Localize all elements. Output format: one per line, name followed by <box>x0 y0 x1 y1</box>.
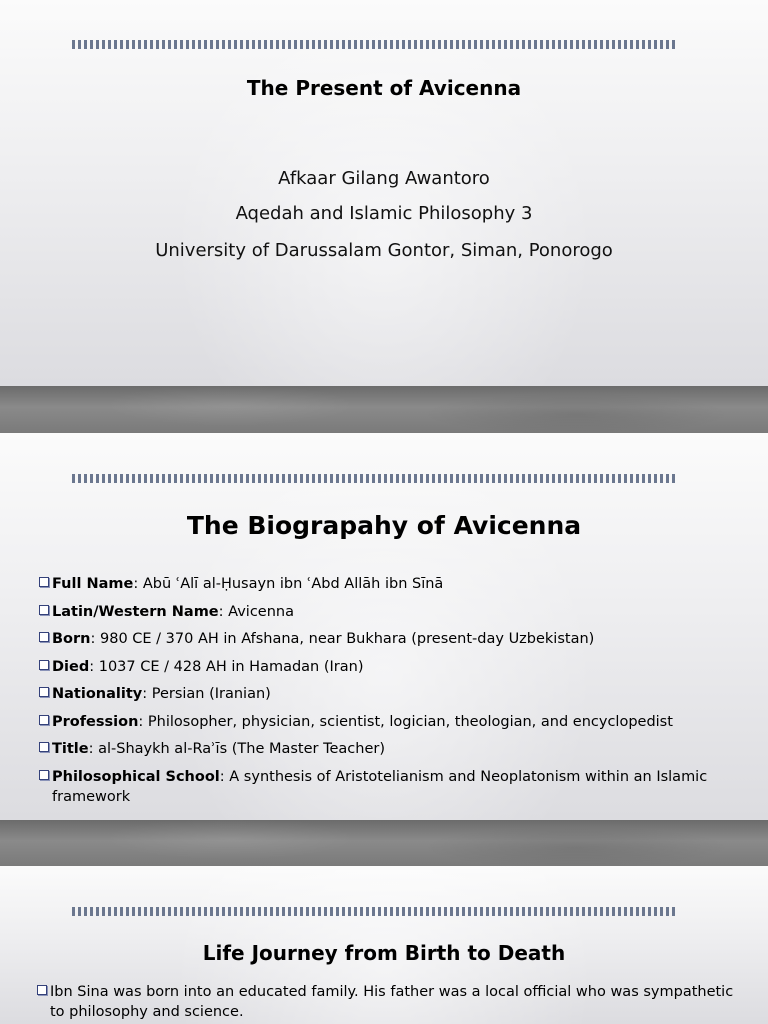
slide-title: The Biograpahy of Avicenna <box>186 511 582 540</box>
list-item <box>38 712 738 732</box>
item-value: : 980 CE / 370 AH in Afshana, near Bukhara (present-day Uzbekistan) <box>90 631 595 647</box>
institution-name: University of Darussalam Gontor, Siman, Ponorogo <box>155 240 613 261</box>
list-item <box>38 574 738 594</box>
item-value: : Philosopher, physician, scientist, logician, theologian, and encyclopedist <box>138 713 673 730</box>
checkbox-square-icon <box>39 577 49 587</box>
item-label: Died <box>52 658 90 675</box>
item-value: : Avicenna <box>218 603 294 620</box>
slide-separator <box>0 820 768 866</box>
list-item <box>36 982 746 1022</box>
checkbox-square-icon <box>39 605 49 615</box>
item-label: Profession <box>52 713 139 730</box>
slide-life-journey <box>0 866 768 1024</box>
checkbox-square-icon <box>39 715 49 725</box>
slide-title-page <box>0 0 768 386</box>
list-item <box>38 767 738 807</box>
checkbox-square-icon <box>39 687 49 697</box>
item-label: Full Name <box>52 576 134 592</box>
list-item <box>38 684 738 704</box>
item-value: : 1037 CE / 428 AH in Hamadan (Iran) <box>89 658 364 675</box>
author-name: Afkaar Gilang Awantoro <box>278 168 490 189</box>
item-text: Ibn Sina was born into an educated family. His father was a local official who was sympathetic to philosophy and science. <box>50 984 734 1020</box>
decorative-dash-bar <box>72 474 677 483</box>
life-journey-list <box>36 982 746 1022</box>
item-label: Nationality <box>52 686 143 702</box>
slide-title: Life Journey from Birth to Death <box>202 941 566 965</box>
checkbox-square-icon <box>39 770 49 780</box>
list-item <box>38 602 738 622</box>
checkbox-square-icon <box>39 660 49 670</box>
checkbox-square-icon <box>39 742 49 752</box>
course-name: Aqedah and Islamic Philosophy 3 <box>235 203 533 224</box>
item-label: Latin/Western Name <box>52 603 219 620</box>
item-value: : al-Shaykh al-Raʾīs (The Master Teacher) <box>88 741 386 757</box>
item-label: Born <box>52 631 91 647</box>
list-item <box>38 739 738 759</box>
checkbox-square-icon <box>39 632 49 642</box>
item-value: : Persian (Iranian) <box>142 686 271 702</box>
item-value: : A synthesis of Aristotelianism and Neoplatonism within an Islamic framework <box>52 768 708 805</box>
decorative-dash-bar <box>72 40 677 49</box>
list-item <box>38 657 738 677</box>
list-item <box>38 629 738 649</box>
biography-list <box>38 574 738 814</box>
item-label: Philosophical School <box>52 768 220 785</box>
slide-title: The Present of Avicenna <box>246 76 522 100</box>
slide-biography <box>0 433 768 820</box>
checkbox-square-icon <box>37 985 47 995</box>
slide-separator <box>0 386 768 433</box>
item-label: Title <box>52 741 89 757</box>
decorative-dash-bar <box>72 907 677 916</box>
item-value: : Abū ʿAlī al-Ḥusayn ibn ʿAbd Allāh ibn Sīnā <box>133 576 444 592</box>
